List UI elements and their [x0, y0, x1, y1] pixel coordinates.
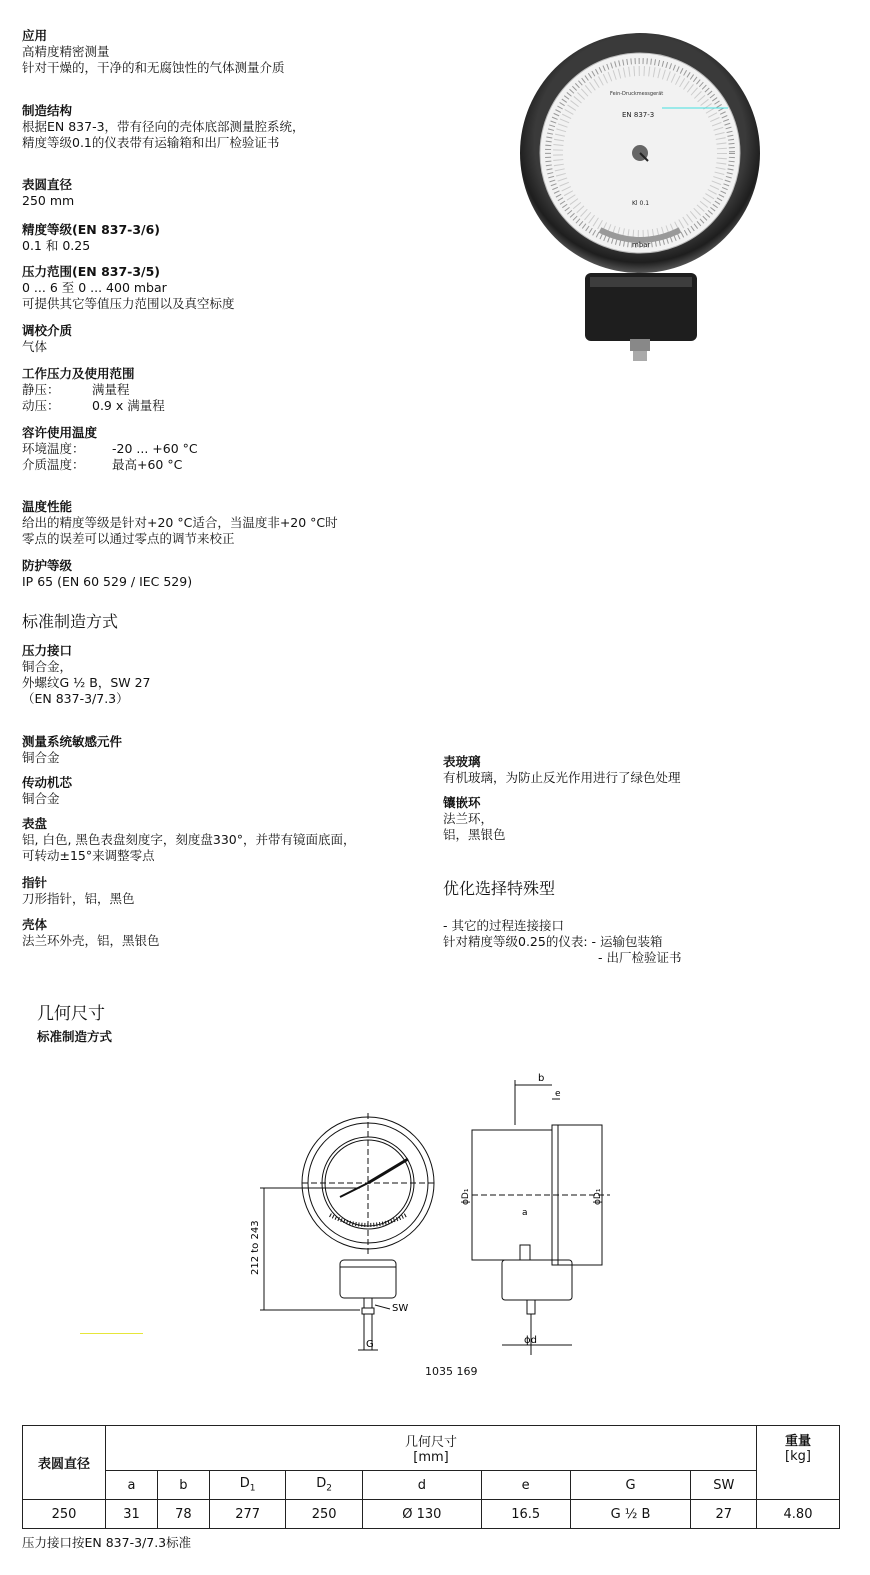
range-title: 压力范围(EN 837-3/5)	[22, 264, 161, 279]
cell-d1: 277	[209, 1500, 285, 1529]
dimensions-subheading: 标准制造方式	[37, 1029, 113, 1044]
bezel-title: 镶嵌环	[443, 795, 481, 810]
cell-dial: 250	[23, 1500, 106, 1529]
table-col-dial: 表圆直径	[23, 1426, 106, 1500]
pointer-section	[22, 875, 412, 907]
footnote: 压力接口按EN 837-3/7.3标准	[22, 1535, 192, 1550]
case-title: 壳体	[22, 917, 48, 932]
g-label: G	[366, 1339, 374, 1350]
a-label: a	[522, 1208, 528, 1218]
cell-d: Ø 130	[362, 1500, 481, 1529]
cell-g: G ½ B	[570, 1500, 691, 1529]
ambient-temp-value: -20 ... +60 °C	[112, 441, 198, 456]
spec-table	[22, 1425, 840, 1529]
application-line-2: 针对干燥的，干净的和无腐蚀性的气体测量介质	[22, 60, 285, 75]
working-title: 工作压力及使用范围	[22, 366, 135, 381]
case-section	[22, 917, 412, 949]
table-weight-title: 重量	[784, 1434, 811, 1449]
element-section	[22, 734, 412, 766]
construction-section	[22, 103, 412, 151]
pointer-value: 刀形指针，铝，黑色	[22, 891, 135, 906]
accuracy-section	[22, 222, 412, 254]
accuracy-title: 精度等级(EN 837-3/6)	[22, 222, 161, 237]
movement-title: 传动机芯	[22, 775, 73, 790]
application-section	[22, 28, 412, 76]
temperature-title: 容许使用温度	[22, 425, 98, 440]
construction-title: 制造结构	[22, 103, 73, 118]
dimensions-heading: 几何尺寸	[37, 1004, 105, 1024]
front-case	[340, 1260, 396, 1298]
cell-sw: 27	[691, 1500, 757, 1529]
bezel-line-2: 铝，黑银色	[443, 827, 506, 842]
gauge-photo	[510, 25, 760, 365]
pointer-title: 指针	[22, 875, 48, 890]
case-value: 法兰环外壳，铝，黑银色	[22, 933, 160, 948]
window-section	[443, 754, 843, 786]
d1-label: ϕD₁	[461, 1188, 471, 1205]
range-line-1: 0 ... 6 至 0 ... 400 mbar	[22, 280, 167, 295]
table-header-d: d	[362, 1471, 481, 1500]
element-title: 测量系统敏感元件	[22, 734, 123, 749]
table-geom-unit: [mm]	[413, 1450, 449, 1465]
gauge-model: EN 837-3	[622, 111, 655, 119]
construction-line-2: 精度等级0.1的仪表带有运输箱和出厂检验证书	[22, 135, 280, 150]
medium-section	[22, 323, 412, 355]
table-header-b: b	[157, 1471, 209, 1500]
working-dynamic-value: 0.9 x 满量程	[92, 398, 165, 413]
ip-section	[22, 558, 412, 590]
range-line-2: 可提供其它等值压力范围以及真空标度	[22, 296, 235, 311]
movement-section	[22, 775, 412, 807]
gauge-brand: Fein-Druckmessgerät	[610, 91, 664, 97]
application-line-1: 高精度精密测量	[22, 44, 110, 59]
movement-value: 铜合金	[22, 791, 60, 806]
option-line-2: 针对精度等级0.25的仪表: - 运输包装箱	[443, 934, 663, 949]
medium-temp-key: 介质温度：	[22, 457, 85, 472]
ip-title: 防护等级	[22, 558, 73, 573]
cell-a: 31	[106, 1500, 158, 1529]
standard-heading: 标准制造方式	[22, 612, 119, 631]
temperature-section	[22, 425, 412, 473]
bezel-section	[443, 795, 843, 843]
connection-line-3: （EN 837-3/7.3）	[22, 691, 129, 706]
connection-line-1: 铜合金，	[22, 659, 73, 674]
table-header-d1: $D_1$	[209, 1471, 285, 1500]
construction-line-1: 根据EN 837-3，带有径向的壳体底部测量腔系统，	[22, 119, 305, 134]
dial-size-title: 表圆直径	[22, 177, 73, 192]
option-line-1: - 其它的过程连接接口	[443, 918, 564, 933]
dial-line-2: 可转动±15°来调整零点	[22, 848, 155, 863]
table-geom-title: 几何尺寸	[404, 1435, 457, 1450]
cell-d2: 250	[286, 1500, 362, 1529]
range-section	[22, 264, 412, 312]
medium-title: 调校介质	[22, 323, 73, 338]
dial-size-value: 250 mm	[22, 193, 75, 208]
application-title: 应用	[22, 28, 48, 43]
table-row	[23, 1500, 840, 1529]
dimension-drawing	[240, 1065, 620, 1365]
options-heading: 优化选择特殊型	[443, 879, 556, 898]
ip-value: IP 65 (EN 60 529 / IEC 529)	[22, 574, 193, 589]
temp-effect-title: 温度性能	[22, 499, 73, 514]
d-label: ϕd	[524, 1335, 537, 1346]
working-dynamic-key: 动压：	[22, 398, 60, 413]
temp-effect-section	[22, 499, 422, 547]
dial-section	[22, 816, 412, 864]
height-label: 212 to 243	[250, 1220, 261, 1275]
connection-line-2: 外螺纹G ½ B，SW 27	[22, 675, 151, 690]
option-line-3: - 出厂检验证书	[598, 950, 682, 965]
table-header-sw: SW	[691, 1471, 757, 1500]
d2-label: ϕD₁	[593, 1188, 603, 1205]
dial-title: 表盘	[22, 816, 48, 831]
connection-title: 压力接口	[22, 643, 73, 658]
options-section	[443, 918, 843, 966]
cell-b: 78	[157, 1500, 209, 1529]
cell-weight: 4.80	[757, 1500, 840, 1529]
gauge-class: Kl 0.1	[632, 200, 650, 207]
table-geom-header	[106, 1426, 757, 1471]
dial-line-1: 铝, 白色, 黑色表盘刻度字，刻度盘330°，并带有镜面底面，	[22, 832, 356, 847]
highlight-mark	[80, 1333, 143, 1334]
table-weight-header	[757, 1426, 840, 1500]
window-value: 有机玻璃，为防止反光作用进行了绿色处理	[443, 770, 681, 785]
e-label: e	[555, 1089, 561, 1099]
bezel-line-1: 法兰环，	[443, 811, 494, 826]
working-static-value: 满量程	[92, 382, 130, 397]
table-header-e: e	[481, 1471, 570, 1500]
table-header-g: G	[570, 1471, 691, 1500]
cell-e: 16.5	[481, 1500, 570, 1529]
table-header-d2: $D_2$	[286, 1471, 362, 1500]
window-title: 表玻璃	[443, 754, 481, 769]
element-value: 铜合金	[22, 750, 60, 765]
accuracy-value: 0.1 和 0.25	[22, 238, 91, 253]
table-header-a: a	[106, 1471, 158, 1500]
medium-value: 气体	[22, 339, 48, 354]
connection-section	[22, 643, 412, 707]
working-static-key: 静压：	[22, 382, 60, 397]
ambient-temp-key: 环境温度：	[22, 441, 85, 456]
working-section	[22, 366, 412, 414]
drawing-number: 1035 169	[425, 1365, 478, 1378]
temp-effect-line-2: 零点的误差可以通过零点的调节来校正	[22, 531, 235, 546]
dial-size-section	[22, 177, 412, 209]
sw-label: SW	[392, 1303, 409, 1314]
table-weight-unit: [kg]	[785, 1449, 811, 1464]
gauge-unit: mbar	[632, 241, 651, 249]
temp-effect-line-1: 给出的精度等级是针对+20 °C适合，当温度非+20 °C时	[22, 515, 338, 530]
b-label: b	[538, 1073, 545, 1084]
medium-temp-value: 最高+60 °C	[112, 457, 183, 472]
